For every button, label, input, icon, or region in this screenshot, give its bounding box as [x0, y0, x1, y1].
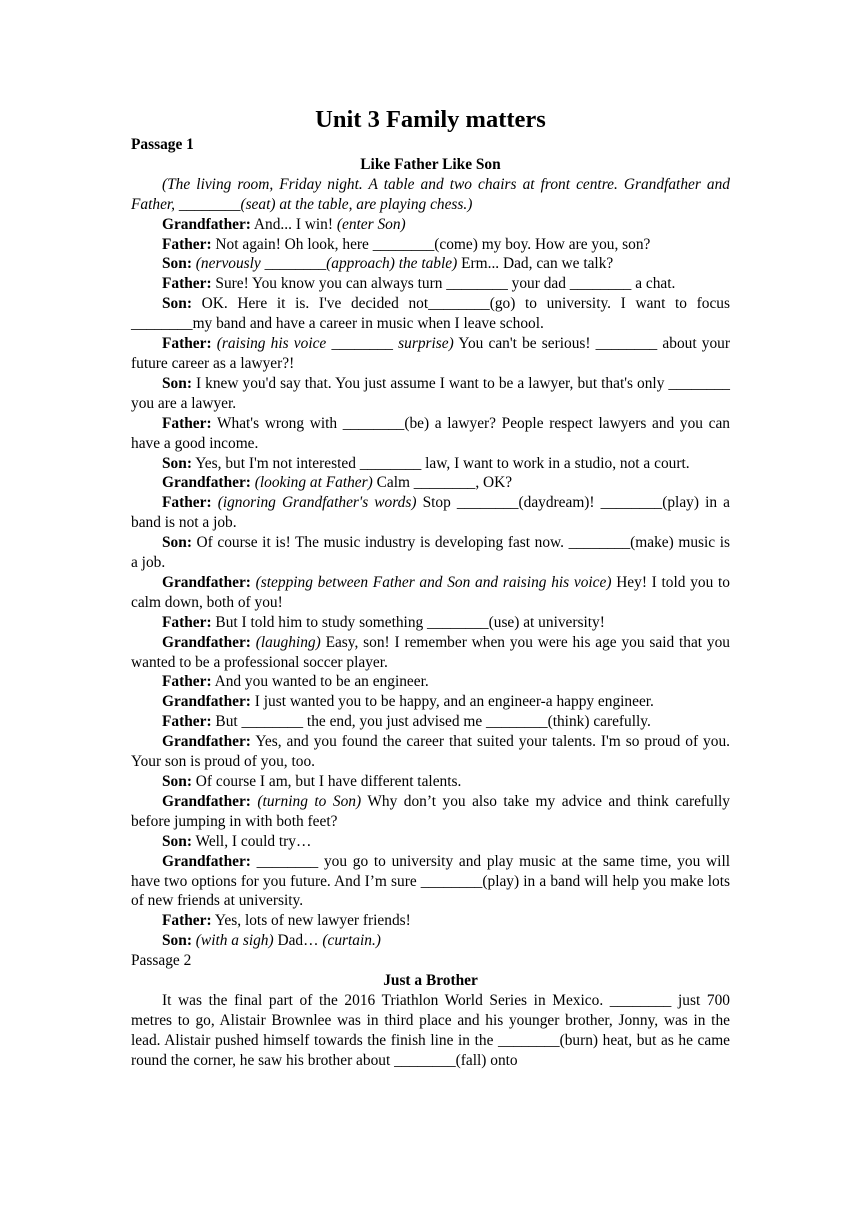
stage-note: (with a sigh) [191, 932, 274, 950]
speaker-name: Son: [162, 295, 192, 313]
speaker-name: Son: [162, 932, 192, 950]
line-text: But ________ the end, you just advised me ________(think) carefully. [211, 713, 651, 731]
speaker-name: Father: [162, 613, 212, 631]
dialogue-line [131, 493, 730, 533]
passage-1-label: Passage 1 [131, 136, 194, 153]
dialogue-line [131, 931, 730, 951]
line-text: Easy, son! I remember when you were his age you said that you wanted to be a professional soccer player. [131, 633, 730, 671]
speaker-name: Father: [162, 713, 212, 731]
speaker-name: Son: [162, 773, 192, 790]
dialogue-line [131, 832, 730, 852]
stage-note: (nervously ________(approach) the table) [191, 255, 458, 273]
speaker-name: Grandfather: [162, 633, 251, 651]
line-text: Of course it is! The music industry is developing fast now. ________(make) music is a job. [131, 534, 730, 572]
passage-2-subtitle: Just a Brother [383, 972, 478, 990]
dialogue-line [131, 852, 730, 912]
dialogue-line [131, 215, 730, 235]
line-text: I just wanted you to be happy, and an engineer-a happy engineer. [250, 693, 654, 711]
speaker-name: Grandfather: [162, 792, 251, 810]
dialogue-line [131, 235, 730, 255]
dialogue-line [131, 633, 730, 673]
speaker-name: Son: [162, 832, 192, 850]
line-text: And... I win! [250, 215, 337, 233]
stage-note: (enter Son) [336, 215, 406, 233]
speaker-name: Grandfather: [162, 733, 251, 751]
stage-note: (ignoring Grandfather's words) [211, 494, 417, 512]
dialogue-line [131, 274, 730, 294]
stage-note: (curtain.) [322, 932, 381, 950]
dialogue-line [131, 254, 730, 274]
speaker-name: Grandfather: [162, 573, 251, 591]
line-text: And you wanted to be an engineer. [211, 673, 429, 691]
dialogue-line [131, 473, 730, 493]
dialogue-line [131, 692, 730, 712]
dialogue-line [131, 533, 730, 573]
stage-note: (looking at Father) [250, 474, 373, 492]
stage-note: (raising his voice ________ surprise) [211, 335, 454, 353]
speaker-name: Son: [162, 255, 192, 273]
line-text: What's wrong with ________(be) a lawyer? People respect lawyers and you can have a good income. [131, 414, 730, 452]
line-text: Sure! You know you can always turn ________ your dad ________ a chat. [211, 275, 676, 293]
stage-direction: (The living room, Friday night. A table and two chairs at front centre. Grandfather and Father, ________(seat) at the table, are playing chess.) [131, 175, 730, 213]
line-text: OK. Here it is. I've decided not________(go) to university. I want to focus ________my band and have a career in music when I leave school. [131, 295, 730, 333]
dialogue-line [131, 454, 730, 474]
dialogue [131, 215, 730, 952]
speaker-name: Son: [162, 454, 192, 472]
line-text: Calm ________, OK? [372, 474, 513, 492]
speaker-name: Father: [162, 494, 212, 512]
line-text: Hey! I told you to calm down, both of you! [131, 573, 730, 611]
document-page [131, 104, 730, 1071]
dialogue-line [131, 294, 730, 334]
speaker-name: Father: [162, 275, 212, 293]
speaker-name: Father: [162, 235, 212, 253]
line-text: I knew you'd say that. You just assume I want to be a lawyer, but that's only ________ you are a lawyer. [131, 374, 730, 412]
stage-note: (stepping between Father and Son and raising his voice) [250, 573, 612, 591]
line-text: Of course I am, but I have different talents. [191, 773, 462, 790]
dialogue-line [131, 374, 730, 414]
speaker-name: Grandfather: [162, 474, 251, 492]
dialogue-line [131, 732, 730, 772]
dialogue-line [131, 672, 730, 692]
speaker-name: Grandfather: [162, 215, 251, 233]
stage-note: (laughing) [250, 633, 321, 651]
page-title: Unit 3 Family matters [315, 106, 546, 133]
line-text: You can't be serious! ________ about your future career as a lawyer?! [131, 335, 730, 372]
line-text: Not again! Oh look, here ________(come) my boy. How are you, son? [211, 235, 651, 253]
passage-2-label: Passage 2 [131, 952, 192, 970]
line-text: Erm... Dad, can we talk? [457, 255, 614, 273]
line-text: Yes, lots of new lawyer friends! [211, 912, 411, 930]
dialogue-line [131, 414, 730, 454]
speaker-name: Grandfather: [162, 852, 251, 870]
speaker-name: Son: [162, 534, 192, 552]
dialogue-line [131, 911, 730, 931]
dialogue-line [131, 792, 730, 832]
stage-note: (turning to Son) [250, 792, 362, 810]
dialogue-line [131, 334, 730, 374]
line-text: Yes, and you found the career that suited your talents. I'm so proud of you. Your son is proud of you, too. [131, 733, 730, 771]
speaker-name: Grandfather: [162, 693, 251, 711]
speaker-name: Father: [162, 414, 212, 432]
dialogue-line [131, 573, 730, 613]
line-text: ________ you go to university and play music at the same time, you will have two options for you future. And I’m sure ________(play) in a band will help you make lots of new friends at university. [131, 852, 730, 910]
dialogue-line [131, 712, 730, 732]
line-text: Stop ________(daydream)! ________(play) in a band is not a job. [131, 494, 730, 532]
speaker-name: Father: [162, 912, 212, 930]
dialogue-line [131, 772, 730, 792]
line-text: Dad… [273, 932, 323, 950]
line-text: Well, I could try… [191, 832, 312, 850]
line-text: Yes, but I'm not interested ________ law, I want to work in a studio, not a court. [191, 454, 690, 472]
line-text: But I told him to study something ________(use) at university! [211, 613, 605, 631]
speaker-name: Father: [162, 673, 212, 691]
speaker-name: Father: [162, 335, 212, 353]
dialogue-line [131, 613, 730, 633]
passage-1-subtitle: Like Father Like Son [360, 155, 501, 173]
passage-2-text: It was the final part of the 2016 Triathlon World Series in Mexico. ________ just 700 metres to go, Alistair Brownlee was in third place and his younger brother, Jonny, was in the lead. Alistair pushed himself towards the finish line in the ________(burn) heat, but as he came round the corner, he saw his brother about ________(fall) onto [131, 991, 730, 1069]
line-text: Why don’t you also take my advice and think carefully before jumping in with both feet? [131, 792, 730, 830]
speaker-name: Son: [162, 374, 192, 392]
